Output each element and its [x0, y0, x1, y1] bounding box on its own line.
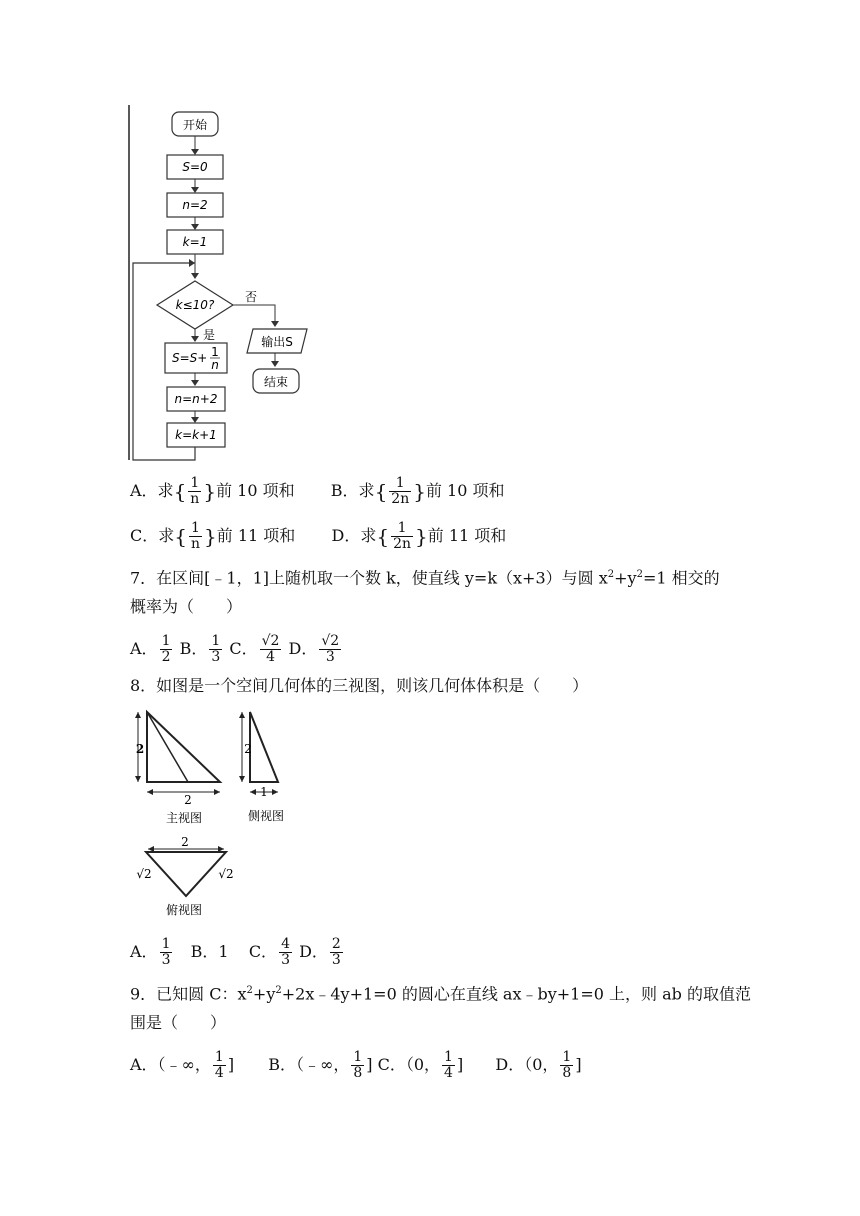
- q6-option-c[interactable]: C．求{ $\frac{1}{n}$ }前 11 项和: [130, 520, 296, 552]
- q8-question: 8．如图是一个空间几何体的三视图，则该几何体体积是（ ）: [130, 676, 589, 695]
- flow-output-text: 输出S: [261, 335, 293, 349]
- flow-update-n-text: n=n+2: [174, 392, 218, 406]
- q9-option-b[interactable]: B．（﹣∞， $\frac{1}{8}$ ]: [268, 1049, 373, 1081]
- flow-yes-text: 是: [203, 328, 216, 342]
- q9-options: [130, 1050, 582, 1081]
- flow-cond-text: k≤10?: [175, 298, 215, 312]
- flow-no-text: 否: [245, 290, 258, 304]
- q6-options-row2: [130, 521, 506, 552]
- top-view: [136, 835, 233, 917]
- q8-option-a[interactable]: A． $\frac{1}{3}$: [130, 936, 171, 968]
- q8-option-b[interactable]: B．1: [190, 942, 229, 961]
- q6-options-row1: [130, 476, 505, 507]
- svg-text:n: n: [211, 358, 219, 372]
- q6-option-b[interactable]: B．求{ $\frac{1}{2n}$ }前 10 项和: [330, 475, 505, 507]
- svg-text:1: 1: [211, 345, 219, 359]
- q8-option-c[interactable]: C． $\frac{4}{3}$: [248, 936, 290, 968]
- front-height-label: 2: [135, 742, 145, 756]
- q8-options: [130, 937, 345, 968]
- q7-option-c[interactable]: C． $\frac{√2}{4}$: [229, 633, 280, 665]
- q9-option-a[interactable]: A．（﹣∞， $\frac{1}{4}$ ]: [130, 1049, 235, 1081]
- q7-options: [130, 634, 343, 665]
- q8-option-d[interactable]: D． $\frac{2}{3}$: [299, 936, 341, 968]
- flow-start-text: 开始: [182, 118, 208, 132]
- front-width-label: 2: [184, 793, 192, 807]
- side-height-label: 2: [244, 742, 252, 756]
- flowchart: [125, 105, 315, 465]
- front-view-label: 主视图: [165, 811, 203, 825]
- flow-s0-text: S=0: [182, 160, 208, 174]
- q7-option-b[interactable]: B． $\frac{1}{3}$: [179, 633, 221, 665]
- three-view-figure: [130, 706, 310, 922]
- top-width-label: 2: [181, 835, 189, 849]
- side-width-label: 1: [260, 785, 268, 799]
- top-right-edge-label: √2: [218, 867, 234, 881]
- q9-option-c[interactable]: C．（0， $\frac{1}{4}$ ]: [377, 1049, 464, 1081]
- flow-n2-text: n=2: [182, 198, 208, 212]
- q7-option-a[interactable]: A． $\frac{1}{2}$: [130, 633, 171, 665]
- flow-update-k-text: k=k+1: [175, 428, 217, 442]
- q6-option-d[interactable]: D．求{ $\frac{1}{2n}$ }前 11 项和: [331, 520, 507, 552]
- top-view-label: 俯视图: [165, 903, 203, 917]
- q7-question-line2: 概率为（ ）: [130, 597, 243, 616]
- side-view-label: 侧视图: [247, 809, 285, 823]
- q7-option-d[interactable]: D． $\frac{√2}{3}$: [288, 633, 340, 665]
- front-view: [135, 712, 220, 825]
- q9-option-d[interactable]: D．（0， $\frac{1}{8}$ ]: [495, 1049, 582, 1081]
- q9-question-line2: 围是（ ）: [130, 1013, 227, 1032]
- flow-k1-text: k=1: [182, 235, 208, 249]
- flow-update-s-text: S=S+: [172, 351, 208, 365]
- flow-end-text: 结束: [263, 375, 289, 389]
- top-left-edge-label: √2: [136, 867, 152, 881]
- q6-option-a[interactable]: A．求{ $\frac{1}{n}$ }前 10 项和: [130, 475, 295, 507]
- q7-question: 7．在区间[﹣1，1]上随机取一个数 k，使直线 y=k（x+3）与圆 $x^2+y^2=1$ 相交的: [130, 568, 720, 588]
- q9-question: 9．已知圆 C：$x^2+y^2+2x﹣4y+1=0$ 的圆心在直线 ax﹣by+1=0 上，则 ab 的取值范: [130, 984, 751, 1004]
- side-view: [239, 712, 284, 823]
